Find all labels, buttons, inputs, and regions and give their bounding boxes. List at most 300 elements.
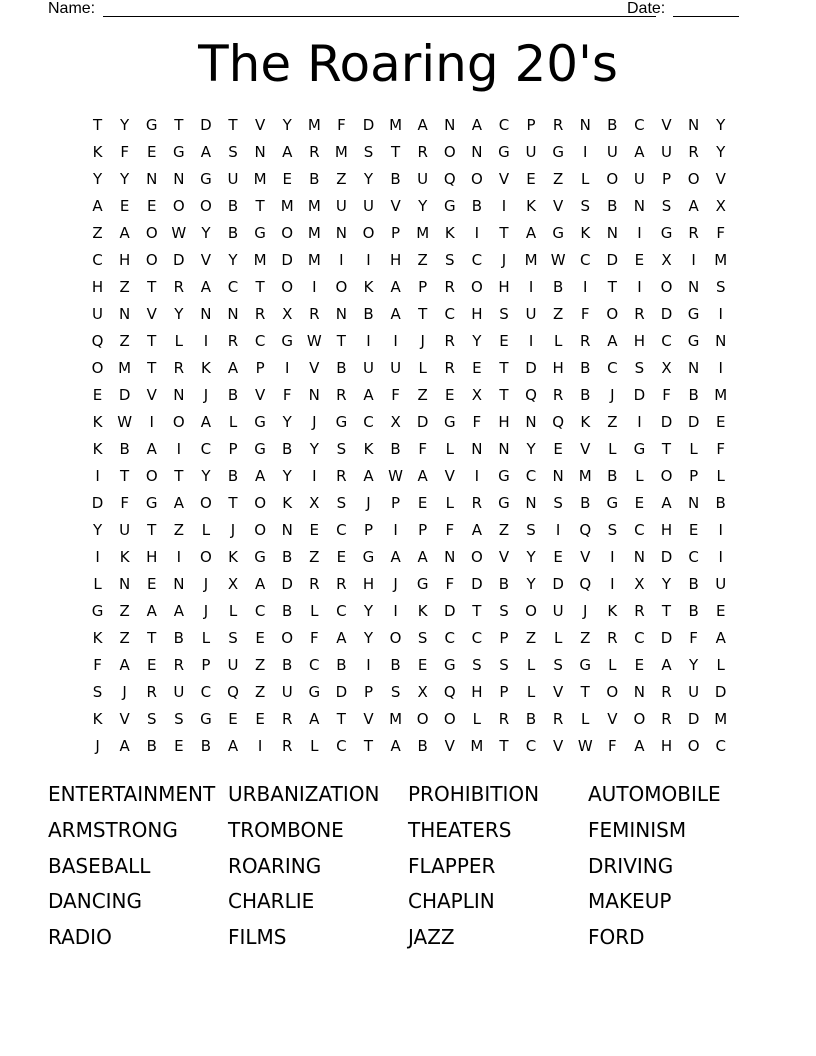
grid-letter: D: [173, 251, 185, 269]
grid-letter: U: [525, 143, 537, 161]
grid-letter: C: [444, 629, 455, 647]
grid-letter: B: [336, 359, 347, 377]
grid-row: [84, 679, 734, 706]
grid-letter: L: [418, 359, 427, 377]
grid-letter: Y: [120, 116, 130, 134]
grid-letter: I: [610, 548, 615, 566]
grid-letter: R: [498, 710, 510, 728]
grid-letter: G: [443, 197, 456, 215]
word-bank-item: MAKEUP: [588, 889, 672, 914]
grid-letter: V: [390, 197, 401, 215]
grid-letter: C: [336, 521, 347, 539]
grid-row: [84, 274, 734, 301]
grid-letter: K: [92, 413, 103, 431]
grid-letter: G: [443, 413, 456, 431]
grid-letter: N: [173, 386, 185, 404]
grid-row: [84, 544, 734, 571]
grid-letter: K: [92, 143, 103, 161]
grid-row: [84, 139, 734, 166]
grid-letter: G: [579, 656, 592, 674]
grid-letter: Y: [282, 467, 292, 485]
grid-letter: V: [580, 548, 591, 566]
grid-letter: L: [228, 413, 238, 431]
grid-letter: V: [715, 170, 726, 188]
grid-letter: B: [309, 170, 320, 188]
grid-letter: L: [716, 467, 725, 485]
grid-letter: A: [363, 467, 374, 485]
grid-letter: Y: [363, 170, 374, 188]
grid-letter: N: [281, 521, 293, 539]
grid-letter: R: [552, 710, 564, 728]
grid-letter: Y: [201, 467, 211, 485]
grid-letter: N: [227, 305, 239, 323]
grid-letter: L: [445, 440, 454, 458]
grid-letter: A: [661, 494, 672, 512]
grid-letter: I: [366, 251, 371, 269]
grid-letter: L: [553, 629, 563, 647]
grid-letter: A: [417, 116, 428, 134]
grid-letter: I: [203, 332, 209, 350]
grid-row: [84, 247, 734, 274]
grid-letter: A: [119, 656, 130, 674]
grid-letter: Z: [92, 224, 103, 242]
grid-letter: C: [444, 305, 455, 323]
grid-letter: T: [607, 278, 617, 296]
grid-letter: H: [498, 278, 510, 296]
grid-letter: E: [146, 143, 157, 161]
worksheet-header: [48, 0, 748, 18]
grid-row: [84, 382, 734, 409]
grid-letter: A: [92, 197, 103, 215]
grid-letter: I: [691, 251, 696, 269]
grid-letter: A: [688, 197, 699, 215]
grid-letter: A: [146, 440, 157, 458]
grid-letter: G: [200, 170, 212, 188]
grid-letter: B: [417, 737, 428, 755]
grid-letter: I: [637, 224, 642, 242]
grid-letter: S: [228, 629, 238, 647]
grid-letter: Z: [336, 170, 347, 188]
grid-letter: Y: [418, 197, 428, 215]
grid-row: [84, 706, 734, 733]
grid-letter: C: [715, 737, 726, 755]
grid-letter: C: [336, 602, 347, 620]
grid-row: [84, 355, 734, 382]
grid-letter: R: [227, 332, 239, 350]
grid-letter: T: [499, 359, 509, 377]
grid-letter: A: [200, 278, 212, 296]
grid-letter: N: [715, 332, 727, 350]
grid-letter: I: [718, 305, 723, 323]
grid-letter: Y: [282, 116, 292, 134]
grid-letter: E: [146, 575, 157, 593]
date-label: Date:: [627, 0, 666, 17]
grid-letter: E: [715, 602, 726, 620]
grid-letter: R: [444, 278, 455, 296]
grid-letter: W: [550, 251, 566, 269]
grid-letter: M: [334, 143, 348, 161]
grid-letter: G: [254, 440, 266, 458]
grid-letter: N: [552, 467, 564, 485]
grid-letter: L: [689, 440, 698, 458]
grid-letter: F: [282, 386, 292, 404]
grid-letter: P: [363, 683, 373, 701]
grid-letter: N: [335, 224, 347, 242]
grid-letter: N: [173, 170, 185, 188]
grid-letter: G: [498, 143, 510, 161]
grid-letter: J: [230, 521, 236, 539]
grid-letter: F: [472, 413, 482, 431]
grid-letter: C: [634, 629, 645, 647]
grid-letter: S: [174, 710, 184, 728]
word-bank-item: AUTOMOBILE: [588, 782, 721, 806]
grid-letter: R: [634, 305, 645, 323]
grid-letter: F: [689, 629, 698, 647]
grid-letter: U: [281, 683, 293, 701]
grid-letter: E: [634, 656, 645, 674]
grid-letter: H: [660, 737, 673, 755]
grid-letter: N: [119, 305, 131, 323]
grid-letter: P: [418, 521, 428, 539]
grid-row: [84, 328, 734, 355]
grid-letter: E: [526, 170, 536, 188]
name-label: Name:: [48, 0, 96, 17]
grid-letter: S: [146, 710, 157, 728]
grid-letter: R: [281, 737, 293, 755]
grid-row: [84, 571, 734, 598]
grid-letter: E: [553, 548, 563, 566]
grid-letter: R: [661, 683, 672, 701]
word-bank-item: TROMBONE: [228, 817, 344, 842]
grid-letter: A: [417, 467, 428, 485]
grid-letter: F: [391, 386, 400, 404]
grid-letter: P: [228, 440, 238, 458]
grid-letter: J: [95, 737, 100, 755]
grid-letter: R: [607, 629, 618, 647]
grid-letter: U: [227, 656, 239, 674]
grid-letter: B: [607, 197, 618, 215]
grid-letter: O: [200, 548, 212, 566]
grid-letter: S: [228, 143, 238, 161]
grid-row: [84, 463, 734, 490]
grid-letter: R: [173, 656, 185, 674]
grid-letter: G: [498, 494, 510, 512]
grid-letter: J: [312, 413, 317, 431]
grid-row: [84, 409, 734, 436]
grid-letter: J: [203, 602, 209, 620]
grid-letter: P: [201, 656, 211, 674]
grid-letter: E: [688, 521, 699, 539]
grid-letter: I: [149, 413, 154, 431]
grid-letter: U: [92, 305, 104, 323]
grid-letter: X: [227, 575, 239, 593]
grid-letter: V: [553, 737, 564, 755]
grid-letter: Y: [716, 143, 726, 161]
grid-letter: E: [146, 656, 157, 674]
grid-letter: D: [687, 710, 700, 728]
grid-letter: T: [336, 710, 346, 728]
grid-letter: Y: [661, 575, 672, 593]
grid-row: [84, 625, 734, 652]
grid-letter: E: [255, 629, 265, 647]
grid-letter: O: [281, 629, 294, 647]
grid-letter: M: [524, 251, 538, 269]
grid-letter: V: [119, 710, 130, 728]
grid-letter: C: [471, 629, 483, 647]
grid-letter: W: [306, 332, 322, 350]
grid-letter: G: [633, 440, 646, 458]
grid-letter: A: [146, 602, 157, 620]
grid-letter: U: [335, 197, 347, 215]
grid-letter: N: [633, 548, 646, 566]
grid-letter: C: [200, 440, 212, 458]
grid-letter: K: [580, 413, 591, 431]
grid-letter: L: [201, 629, 211, 647]
grid-letter: G: [254, 548, 266, 566]
grid-letter: M: [578, 467, 592, 485]
grid-letter: D: [660, 548, 673, 566]
grid-letter: A: [390, 305, 401, 323]
grid-letter: O: [687, 170, 700, 188]
grid-letter: D: [606, 251, 619, 269]
grid-letter: N: [606, 224, 618, 242]
grid-letter: F: [120, 494, 129, 512]
grid-letter: I: [528, 332, 534, 350]
grid-letter: O: [443, 710, 456, 728]
grid-letter: S: [336, 440, 347, 458]
grid-letter: Z: [254, 683, 266, 701]
grid-row: [84, 652, 734, 679]
grid-letter: K: [580, 224, 591, 242]
grid-letter: V: [146, 305, 157, 323]
grid-letter: Z: [607, 413, 618, 431]
grid-letter: W: [117, 413, 133, 431]
grid-letter: E: [92, 386, 103, 404]
grid-letter: P: [689, 467, 699, 485]
grid-letter: I: [637, 278, 642, 296]
grid-letter: S: [336, 494, 347, 512]
grid-letter: P: [526, 116, 536, 134]
grid-letter: F: [580, 305, 590, 323]
grid-letter: C: [309, 656, 320, 674]
word-bank-item: PROHIBITION: [408, 782, 540, 806]
grid-letter: A: [390, 548, 401, 566]
grid-row: [84, 733, 734, 760]
grid-letter: X: [715, 197, 726, 215]
grid-letter: K: [363, 440, 374, 458]
grid-letter: A: [471, 116, 482, 134]
grid-letter: C: [254, 332, 266, 350]
grid-letter: T: [255, 278, 265, 296]
grid-letter: T: [147, 359, 157, 377]
grid-letter: I: [366, 332, 371, 350]
grid-letter: W: [171, 224, 187, 242]
grid-letter: O: [281, 278, 294, 296]
word-bank-item: CHARLIE: [228, 889, 315, 914]
grid-letter: D: [118, 386, 131, 404]
grid-letter: G: [254, 224, 266, 242]
grid-letter: F: [662, 386, 671, 404]
grid-letter: L: [716, 656, 725, 674]
grid-letter: T: [92, 116, 103, 134]
grid-letter: D: [335, 683, 348, 701]
grid-letter: R: [580, 332, 591, 350]
grid-letter: D: [525, 359, 537, 377]
grid-letter: I: [393, 332, 398, 350]
grid-letter: T: [661, 602, 672, 620]
grid-letter: O: [660, 278, 673, 296]
grid-letter: K: [526, 197, 536, 215]
grid-letter: G: [660, 224, 673, 242]
grid-letter: C: [200, 683, 212, 701]
grid-letter: A: [200, 413, 212, 431]
grid-letter: J: [420, 332, 425, 350]
grid-letter: T: [472, 602, 482, 620]
grid-letter: Y: [363, 602, 374, 620]
grid-letter: J: [366, 494, 371, 512]
grid-letter: H: [471, 305, 483, 323]
grid-letter: N: [254, 143, 266, 161]
grid-letter: R: [281, 710, 293, 728]
grid-letter: I: [95, 467, 100, 485]
grid-letter: N: [633, 197, 646, 215]
grid-letter: R: [146, 683, 157, 701]
grid-letter: R: [471, 494, 483, 512]
grid-letter: X: [471, 386, 482, 404]
grid-letter: H: [91, 278, 104, 296]
grid-letter: N: [579, 116, 591, 134]
grid-letter: A: [607, 332, 618, 350]
grid-letter: R: [444, 359, 455, 377]
grid-letter: Q: [227, 683, 239, 701]
grid-letter: U: [173, 683, 185, 701]
grid-letter: M: [253, 251, 267, 269]
grid-letter: O: [525, 602, 537, 620]
grid-letter: C: [336, 737, 347, 755]
grid-letter: M: [714, 386, 728, 404]
grid-letter: L: [581, 710, 590, 728]
word-bank-item: DRIVING: [588, 853, 674, 878]
grid-letter: B: [580, 494, 591, 512]
grid-letter: G: [335, 413, 348, 431]
grid-letter: O: [470, 170, 483, 188]
grid-letter: R: [417, 143, 428, 161]
grid-letter: Z: [525, 629, 537, 647]
grid-letter: B: [119, 440, 130, 458]
grid-letter: V: [553, 197, 564, 215]
grid-letter: L: [93, 575, 102, 593]
grid-letter: B: [173, 629, 184, 647]
grid-letter: O: [362, 224, 375, 242]
grid-letter: B: [471, 197, 482, 215]
grid-letter: D: [552, 575, 564, 593]
grid-letter: S: [445, 251, 455, 269]
grid-letter: Y: [228, 251, 238, 269]
grid-letter: R: [309, 575, 320, 593]
grid-letter: F: [93, 656, 102, 674]
grid-letter: C: [579, 251, 591, 269]
grid-letter: G: [145, 494, 158, 512]
grid-letter: B: [227, 386, 239, 404]
grid-letter: C: [471, 251, 483, 269]
grid-letter: D: [443, 602, 456, 620]
grid-letter: Z: [254, 656, 266, 674]
grid-letter: G: [254, 413, 266, 431]
grid-letter: N: [200, 305, 212, 323]
grid-letter: G: [362, 548, 375, 566]
grid-letter: S: [715, 278, 726, 296]
grid-letter: P: [499, 629, 509, 647]
grid-letter: L: [310, 737, 319, 755]
grid-letter: H: [552, 359, 564, 377]
grid-letter: C: [661, 332, 672, 350]
grid-letter: M: [253, 170, 267, 188]
grid-letter: Z: [580, 629, 591, 647]
grid-letter: K: [228, 548, 238, 566]
grid-letter: J: [203, 575, 209, 593]
grid-letter: D: [281, 575, 293, 593]
grid-letter: K: [119, 548, 130, 566]
grid-letter: V: [254, 386, 266, 404]
grid-letter: O: [91, 359, 104, 377]
grid-letter: I: [474, 224, 480, 242]
grid-letter: Z: [119, 629, 130, 647]
grid-letter: O: [443, 143, 456, 161]
grid-letter: Q: [525, 386, 537, 404]
grid-letter: I: [474, 467, 480, 485]
grid-letter: V: [309, 359, 320, 377]
grid-letter: T: [147, 278, 157, 296]
grid-letter: R: [552, 386, 564, 404]
grid-letter: N: [687, 359, 700, 377]
grid-letter: Y: [92, 521, 103, 539]
grid-letter: X: [282, 305, 293, 323]
grid-letter: K: [444, 224, 455, 242]
grid-letter: S: [553, 656, 563, 674]
grid-letter: O: [254, 521, 267, 539]
word-bank-item: DANCING: [48, 889, 143, 914]
grid-letter: E: [472, 359, 482, 377]
grid-letter: O: [335, 278, 348, 296]
grid-letter: D: [416, 413, 429, 431]
grid-letter: V: [580, 440, 591, 458]
grid-letter: E: [146, 197, 157, 215]
grid-letter: Y: [282, 413, 292, 431]
grid-letter: N: [471, 143, 483, 161]
grid-letter: A: [390, 278, 401, 296]
grid-letter: S: [472, 656, 482, 674]
grid-letter: T: [174, 467, 184, 485]
grid-letter: M: [118, 359, 132, 377]
grid-letter: I: [528, 278, 534, 296]
grid-letter: T: [390, 143, 401, 161]
grid-letter: L: [526, 683, 536, 701]
grid-letter: E: [417, 656, 428, 674]
grid-letter: L: [228, 602, 238, 620]
grid-letter: R: [688, 143, 699, 161]
grid-letter: A: [282, 143, 293, 161]
grid-letter: O: [145, 224, 158, 242]
grid-letter: I: [718, 521, 723, 539]
grid-letter: N: [444, 116, 456, 134]
grid-letter: D: [362, 116, 375, 134]
grid-letter: V: [444, 467, 455, 485]
grid-letter: G: [552, 224, 564, 242]
grid-letter: B: [552, 278, 564, 296]
grid-letter: G: [145, 116, 158, 134]
grid-letter: Q: [579, 575, 592, 593]
grid-letter: U: [661, 143, 672, 161]
